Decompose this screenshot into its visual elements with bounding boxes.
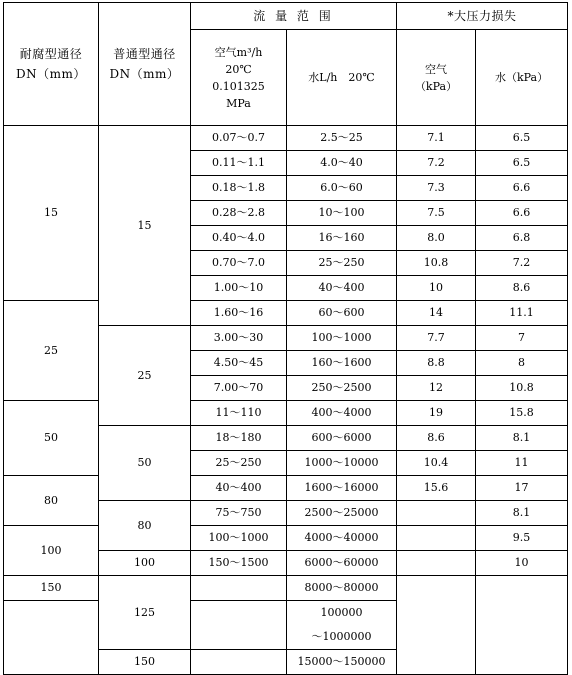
- corrosion-dn-cell: 150: [4, 576, 99, 601]
- normal-dn-cell: 125: [99, 576, 191, 650]
- air-flow-cell: 25～250: [191, 451, 287, 476]
- header-air-flow-unit: 空气m³/h: [214, 45, 263, 59]
- air-flow-cell: 0.28～2.8: [191, 201, 287, 226]
- air-flow-cell: 100～1000: [191, 526, 287, 551]
- water-loss-cell: 10: [476, 551, 568, 576]
- header-water-loss: 水（kPa）: [476, 30, 568, 126]
- air-loss-cell: 7.7: [397, 326, 476, 351]
- air-flow-cell: 150～1500: [191, 551, 287, 576]
- water-flow-cell: 160～1600: [287, 351, 397, 376]
- air-loss-cell: 10: [397, 276, 476, 301]
- air-flow-cell: [191, 650, 287, 675]
- header-flow-range: 流 量 范 围: [191, 3, 397, 30]
- water-loss-cell: 8.1: [476, 426, 568, 451]
- water-flow-cell: 10～100: [287, 201, 397, 226]
- water-loss-cell: [476, 576, 568, 675]
- header-normal-dn-title: 普通型通径: [113, 47, 176, 61]
- water-flow-cell: 1600～16000: [287, 476, 397, 501]
- air-loss-cell: [397, 526, 476, 551]
- table-row: [4, 126, 568, 151]
- air-loss-cell: 19: [397, 401, 476, 426]
- header-corrosion-dn: [4, 3, 99, 126]
- water-flow-cell: 4.0～40: [287, 151, 397, 176]
- water-loss-cell: 9.5: [476, 526, 568, 551]
- air-loss-cell: 8.8: [397, 351, 476, 376]
- normal-dn-cell: 80: [99, 501, 191, 551]
- air-loss-cell: 15.6: [397, 476, 476, 501]
- water-flow-cell: 100～1000: [287, 326, 397, 351]
- water-flow-cell: 2.5～25: [287, 126, 397, 151]
- header-air-flow-temp: 20℃: [225, 62, 252, 76]
- water-flow-cell: 4000～40000: [287, 526, 397, 551]
- air-loss-cell: [397, 551, 476, 576]
- water-loss-cell: 6.6: [476, 201, 568, 226]
- air-flow-cell: 40～400: [191, 476, 287, 501]
- header-air-flow-pressure: 0.101325: [212, 79, 265, 93]
- normal-dn-cell: 15: [99, 126, 191, 326]
- water-flow-cell: 6000～60000: [287, 551, 397, 576]
- air-loss-cell: 7.5: [397, 201, 476, 226]
- water-flow-cell: 16～160: [287, 226, 397, 251]
- air-loss-cell: [397, 501, 476, 526]
- table-row: [4, 476, 568, 501]
- header-water-flow: 水L/h 20℃: [287, 30, 397, 126]
- air-loss-cell: [397, 576, 476, 675]
- water-flow-cell: 15000～150000: [287, 650, 397, 675]
- water-flow-cell: [287, 601, 397, 650]
- corrosion-dn-cell: 80: [4, 476, 99, 526]
- water-flow-cell: 60～600: [287, 301, 397, 326]
- corrosion-dn-cell: 25: [4, 301, 99, 401]
- water-loss-cell: 6.5: [476, 126, 568, 151]
- air-flow-cell: 0.70～7.0: [191, 251, 287, 276]
- water-loss-cell: 7.2: [476, 251, 568, 276]
- water-loss-cell: 8.1: [476, 501, 568, 526]
- table-row: [4, 401, 568, 426]
- water-loss-cell: 7: [476, 326, 568, 351]
- air-loss-cell: 14: [397, 301, 476, 326]
- water-flow-cell: 1000～10000: [287, 451, 397, 476]
- normal-dn-cell: 25: [99, 326, 191, 426]
- header-corrosion-dn-unit: DN（mm）: [16, 67, 86, 81]
- header-pressure-loss: *大压力损失: [397, 3, 568, 30]
- air-flow-cell: 0.18～1.8: [191, 176, 287, 201]
- air-flow-cell: 7.00～70: [191, 376, 287, 401]
- table-row: [4, 301, 568, 326]
- air-flow-cell: 18～180: [191, 426, 287, 451]
- air-flow-cell: 75～750: [191, 501, 287, 526]
- corrosion-dn-cell: [4, 601, 99, 675]
- air-loss-cell: 8.0: [397, 226, 476, 251]
- air-flow-cell: 0.40～4.0: [191, 226, 287, 251]
- air-flow-cell: 4.50～45: [191, 351, 287, 376]
- table-row: [4, 526, 568, 551]
- water-loss-cell: 6.8: [476, 226, 568, 251]
- normal-dn-cell: 50: [99, 426, 191, 501]
- water-loss-cell: 11: [476, 451, 568, 476]
- header-normal-dn: [99, 3, 191, 126]
- air-loss-cell: 7.1: [397, 126, 476, 151]
- corrosion-dn-cell: 15: [4, 126, 99, 301]
- header-row-1: [4, 3, 568, 30]
- water-flow-line-2: ～1000000: [311, 630, 372, 643]
- air-flow-cell: 1.60～16: [191, 301, 287, 326]
- water-flow-cell: 40～400: [287, 276, 397, 301]
- corrosion-dn-cell: 100: [4, 526, 99, 576]
- header-normal-dn-unit: DN（mm）: [109, 67, 180, 81]
- header-air-loss-title: 空气: [425, 62, 448, 76]
- normal-dn-cell: 100: [99, 551, 191, 576]
- water-loss-cell: 10.8: [476, 376, 568, 401]
- water-flow-cell: 6.0～60: [287, 176, 397, 201]
- air-loss-cell: 7.2: [397, 151, 476, 176]
- header-corrosion-dn-title: 耐腐型通径: [19, 47, 83, 61]
- corrosion-dn-cell: 50: [4, 401, 99, 476]
- air-loss-cell: 10.4: [397, 451, 476, 476]
- air-flow-cell: 11～110: [191, 401, 287, 426]
- air-flow-cell: 3.00～30: [191, 326, 287, 351]
- water-flow-line-1: 100000: [320, 606, 363, 619]
- header-air-flow: [191, 30, 287, 126]
- water-flow-cell: 2500～25000: [287, 501, 397, 526]
- table-row: [4, 576, 568, 601]
- water-loss-cell: 6.5: [476, 151, 568, 176]
- air-flow-cell: 0.07～0.7: [191, 126, 287, 151]
- water-flow-cell: 250～2500: [287, 376, 397, 401]
- water-loss-cell: 6.6: [476, 176, 568, 201]
- water-flow-cell: 25～250: [287, 251, 397, 276]
- header-air-flow-pressure-unit: MPa: [226, 96, 251, 110]
- water-loss-cell: 15.8: [476, 401, 568, 426]
- water-loss-cell: 8.6: [476, 276, 568, 301]
- water-loss-cell: 11.1: [476, 301, 568, 326]
- header-air-loss-unit: （kPa）: [414, 79, 458, 93]
- water-loss-cell: 8: [476, 351, 568, 376]
- air-loss-cell: 12: [397, 376, 476, 401]
- water-loss-cell: 17: [476, 476, 568, 501]
- air-flow-cell: 1.00～10: [191, 276, 287, 301]
- water-flow-cell: 400～4000: [287, 401, 397, 426]
- flow-spec-table: [3, 2, 568, 675]
- air-flow-cell: [191, 601, 287, 650]
- air-flow-cell: [191, 576, 287, 601]
- air-loss-cell: 10.8: [397, 251, 476, 276]
- air-loss-cell: 7.3: [397, 176, 476, 201]
- water-flow-cell: 600～6000: [287, 426, 397, 451]
- water-flow-cell: 8000～80000: [287, 576, 397, 601]
- header-air-loss: [397, 30, 476, 126]
- air-flow-cell: 0.11～1.1: [191, 151, 287, 176]
- air-loss-cell: 8.6: [397, 426, 476, 451]
- normal-dn-cell: 150: [99, 650, 191, 675]
